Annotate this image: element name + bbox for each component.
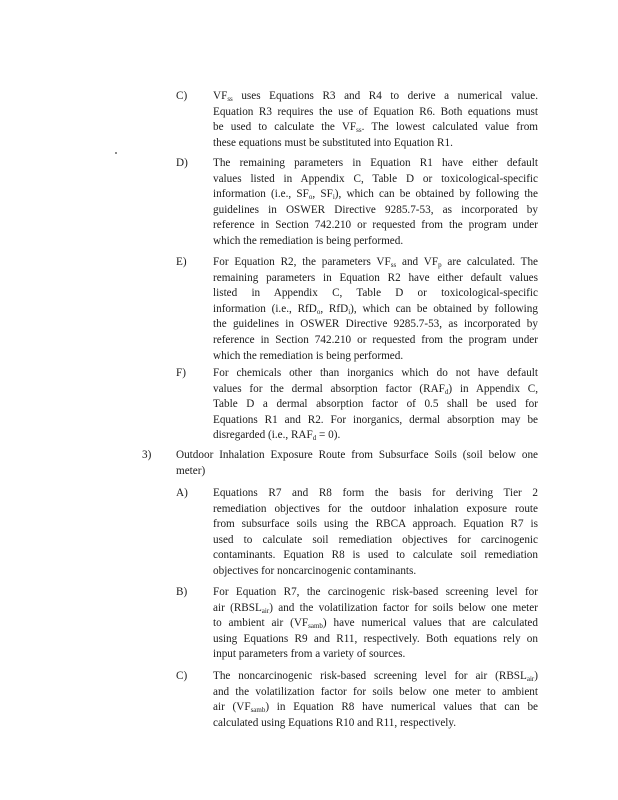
text-line: and the volatilization factor for soils below one meter to ambient bbox=[213, 685, 538, 698]
subscript: d bbox=[312, 434, 317, 443]
text-line: Equation R3 requires the use of Equation R6. Both equations must bbox=[213, 105, 538, 118]
subscript: air bbox=[261, 606, 270, 615]
text-line: The remaining parameters in Equation R1 have either default bbox=[213, 157, 538, 169]
text-line: to ambient air $(VF_{samb})$ have numerical values that are calculated bbox=[213, 617, 538, 631]
text-line: guidelines in OSWER Directive 9285.7-53, as incorporated by bbox=[213, 203, 538, 216]
text-line: Table D a dermal absorption factor of 0.5 shall be used for bbox=[213, 398, 538, 411]
text-line: calculated using Equations R10 and R11, respectively. bbox=[213, 716, 457, 729]
item-text bbox=[213, 486, 538, 580]
item-label: F) bbox=[176, 367, 186, 379]
item-text bbox=[213, 585, 538, 663]
item-label: E) bbox=[176, 256, 187, 268]
text-line: For Equation R7, the carcinogenic risk-based screening level for bbox=[213, 586, 538, 598]
subscript: d bbox=[444, 387, 449, 396]
subscript: i bbox=[332, 193, 335, 202]
text-line: air $(RBSL_{air})$ and the volatilization factor for soils below one meter bbox=[213, 601, 538, 615]
section-heading bbox=[176, 448, 538, 479]
item-label: B) bbox=[176, 586, 188, 598]
text-line: the guidelines in OSWER Directive 9285.7-53, as incorporated by bbox=[213, 318, 538, 331]
scan-speck bbox=[115, 152, 117, 154]
item-text bbox=[213, 255, 538, 364]
item-label: C) bbox=[176, 670, 188, 682]
subscript: o bbox=[316, 307, 321, 316]
text-line: used to calculate soil remediation objectives for carcinogenic bbox=[213, 533, 538, 546]
subscript: ss bbox=[356, 126, 362, 135]
text-line: air $(VF_{samb})$ in Equation R8 have numerical values that can be bbox=[213, 701, 539, 715]
item-label: D) bbox=[176, 157, 188, 169]
subscript: i bbox=[348, 307, 351, 316]
text-line: The noncarcinogenic risk-based screening level for air $(RBSL_{air})$ bbox=[213, 670, 538, 683]
text-line: values for the dermal absorption factor $(RAF_d)$ in Appendix C, bbox=[213, 382, 538, 396]
text-line: meter) bbox=[176, 464, 206, 477]
item-text bbox=[213, 89, 538, 151]
text-line: information (i.e., RfD$_o$, RfD$_i$), which can be obtained by following bbox=[213, 302, 538, 316]
text-line: input parameters from a variety of sources. bbox=[213, 648, 406, 661]
text-line: For chemicals other than inorganics which do not have default bbox=[213, 367, 538, 379]
item-label: A) bbox=[176, 487, 188, 499]
text-line: reference in Section 742.210 or requested from the program under bbox=[213, 219, 538, 232]
subscript: o bbox=[308, 193, 313, 202]
text-line: which the remediation is being performed. bbox=[213, 349, 404, 362]
text-line: objectives for noncarcinogenic contaminants. bbox=[213, 564, 417, 577]
item-text bbox=[213, 366, 538, 444]
text-line: Outdoor Inhalation Exposure Route from Subsurface Soils (soil below one bbox=[176, 449, 538, 461]
text-line: $VF_{ss}$ uses Equations R3 and R4 to derive a numerical value. bbox=[213, 90, 538, 103]
text-line: information (i.e., $SF_o$, $SF_i$), which can be obtained by following the bbox=[213, 188, 538, 202]
text-line: remaining parameters in Equation R2 have either default values bbox=[213, 271, 538, 284]
subscript: ss bbox=[390, 261, 397, 269]
item-text bbox=[213, 156, 538, 250]
text-line: Equations R7 and R8 form the basis for deriving Tier 2 bbox=[213, 487, 538, 499]
subscript: p bbox=[438, 261, 442, 269]
text-line: from subsurface soils using the RBCA approach. Equation R7 is bbox=[213, 518, 538, 531]
section-number: 3) bbox=[142, 449, 152, 461]
text-line: be used to calculate the $VF_{ss}$. The lowest calculated value from bbox=[213, 121, 538, 135]
text-line: values listed in Appendix C, Table D or toxicological-specific bbox=[213, 172, 538, 185]
item-text bbox=[213, 669, 538, 731]
subscript: samb bbox=[250, 706, 266, 715]
text-line: which the remediation is being performed. bbox=[213, 234, 404, 247]
item-label: C) bbox=[176, 90, 188, 102]
text-line: listed in Appendix C, Table D or toxicological-specific bbox=[213, 287, 538, 300]
text-line: contaminants. Equation R8 is used to calculate soil remediation bbox=[213, 549, 538, 562]
text-line: Equations R1 and R2. For inorganics, dermal absorption may be bbox=[213, 413, 538, 426]
text-line: For Equation R2, the parameters $VF_{ss}$ and $VF_p$ are calculated. The bbox=[213, 256, 538, 269]
subscript: ss bbox=[227, 95, 233, 103]
subscript: air bbox=[526, 675, 535, 683]
subscript: samb bbox=[308, 622, 323, 631]
text-line: disregarded (i.e., $RAF_d = 0$). bbox=[213, 429, 341, 443]
text-line: reference in Section 742.210 or requested from the program under bbox=[213, 333, 538, 346]
text-line: using Equations R9 and R11, respectively. Both equations rely on bbox=[213, 632, 538, 645]
text-line: these equations must be substituted into Equation R1. bbox=[213, 136, 453, 149]
text-line: remediation objectives for the outdoor inhalation exposure route bbox=[213, 502, 538, 515]
